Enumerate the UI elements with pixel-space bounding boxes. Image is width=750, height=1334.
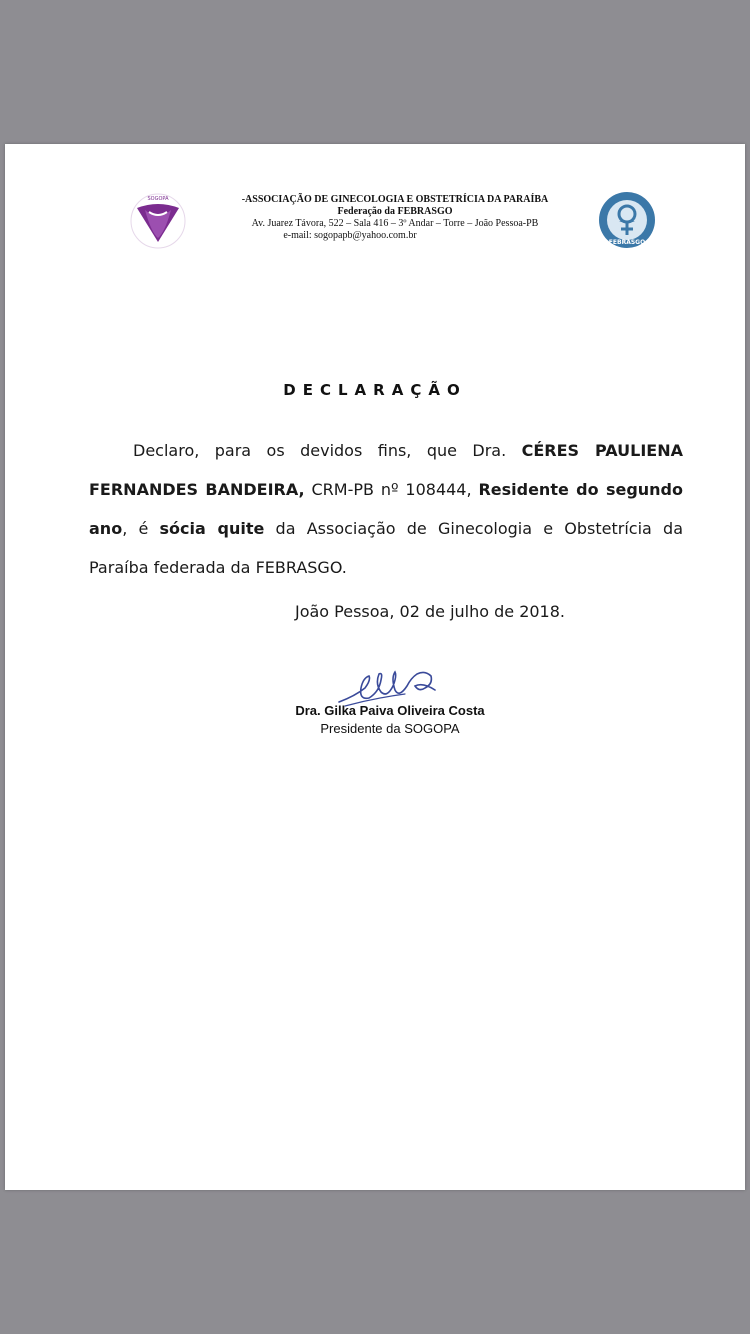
declaration-paragraph: [89, 431, 683, 587]
residency-status: Residente do segundo ano: [89, 480, 684, 538]
declaration-text-1: Declaro, para os devidos fins, que Dra.: [133, 441, 522, 460]
sogopa-logo-icon: [127, 192, 189, 250]
address-line: Av. Juarez Távora, 522 – Sala 416 – 3º Andar – Torre – João Pessoa-PB: [251, 218, 539, 229]
declaration-text-2: CRM-PB nº 108444,: [304, 480, 479, 499]
document-title: DECLARAÇÃO: [283, 381, 467, 399]
declaration-text-4: da Associação de Ginecologia e Obstetrícia da Paraíba federada da FEBRASGO.: [89, 519, 683, 577]
document-page: [5, 144, 745, 1190]
svg-text:FEBRASGO: FEBRASGO: [608, 239, 646, 246]
svg-text:SOGOPA: SOGOPA: [147, 196, 169, 202]
membership-status: sócia quite: [159, 519, 265, 538]
email-line: e-mail: sogopapb@yahoo.com.br: [283, 230, 417, 241]
member-name: CÉRES PAULIENA FERNANDES BANDEIRA,: [89, 441, 683, 499]
signature-block: [205, 702, 575, 738]
letterhead: [205, 194, 585, 242]
place-date-line: João Pessoa, 02 de julho de 2018.: [294, 602, 565, 621]
association-name: -ASSOCIAÇÃO DE GINECOLOGIA E OBSTETRÍCIA DA PARAÍBA: [241, 194, 549, 205]
febrasgo-logo-icon: [597, 191, 657, 249]
signer-name: Dra. Gilka Paiva Oliveira Costa: [295, 703, 485, 718]
signer-role: Presidente da SOGOPA: [320, 721, 460, 736]
declaration-text-3: , é: [122, 519, 160, 538]
federation-line: Federação da FEBRASGO: [337, 206, 453, 217]
